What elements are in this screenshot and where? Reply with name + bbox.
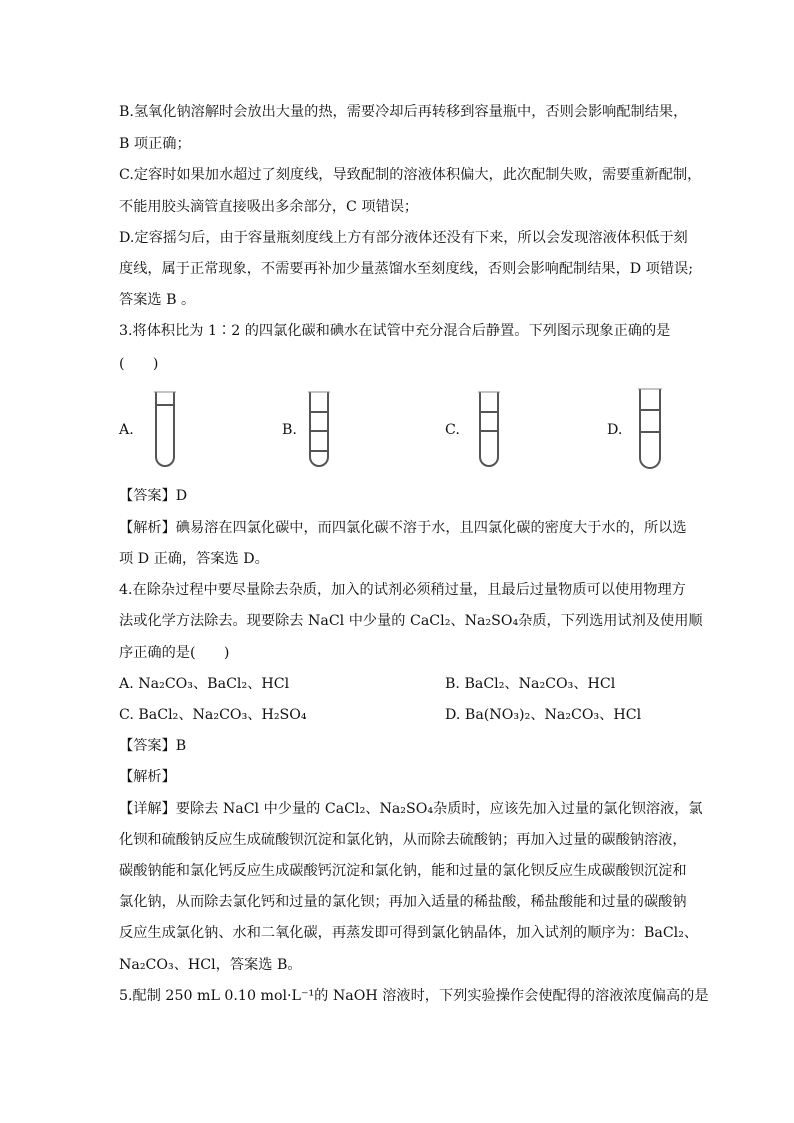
q4-detail-line6: Na₂CO₃、HCl，答案选 B。 (119, 957, 302, 973)
test-tube-d-icon (637, 388, 663, 472)
q4-answer: 【答案】B (119, 738, 187, 754)
q4-stem-line1: 4.在除杂过程中要尽量除去杂质，加入的试剂必须稍过量，且最后过量物质可以使用物理方 (119, 582, 686, 598)
q4-stem-line2: 法或化学方法除去。现要除去 NaCl 中少量的 CaCl₂、Na₂SO₄杂质，下列选用试剂及使用顺 (119, 613, 703, 629)
q4-option-d: D. Ba(NO₃)₂、Na₂CO₃、HCl (445, 707, 642, 723)
q4-detail-line2: 化钡和硫酸钠反应生成硫酸钡沉淀和氯化钠，从而除去硫酸钠；再加入过量的碳酸钠溶液， (119, 832, 687, 848)
q4-detail-line4: 氯化钠，从而除去氯化钙和过量的氯化钡；再加入适量的稀盐酸，稀盐酸能和过量的碳酸钠 (119, 894, 687, 910)
q2-option-d-line2: 度线，属于正常现象，不需要再补加少量蒸馏水至刻度线，否则会影响配制结果，D 项错误; (119, 261, 693, 277)
q3-stem-line1: 3.将体积比为 1∶2 的四氯化碳和碘水在试管中充分混合后静置。下列图示现象正确的是 (119, 323, 671, 339)
test-tube-a-icon (153, 391, 177, 471)
test-tube-b-icon (307, 391, 331, 471)
test-tube-c-icon (477, 391, 501, 471)
q3-option-a-label: A. (119, 422, 134, 438)
q3-stem-line2: ( ) (119, 356, 159, 372)
q4-option-b: B. BaCl₂、Na₂CO₃、HCl (445, 676, 616, 692)
q4-stem-line3: 序正确的是( ) (119, 645, 230, 661)
q2-option-c-line1: C.定容时如果加水超过了刻度线，导致配制的溶液体积偏大，此次配制失败，需要重新配制， (119, 167, 702, 183)
q3-analysis-line1: 【解析】碘易溶在四氯化碳中，而四氯化碳不溶于水，且四氯化碳的密度大于水的，所以选 (119, 520, 687, 536)
q2-option-b-line2: B 项正确； (119, 136, 191, 152)
q4-detail-line5: 反应生成氯化钠、水和二氧化碳，再蒸发即可得到氯化钠晶体，加入试剂的顺序为：BaCl₂、 (119, 925, 699, 941)
q2-option-c-line2: 不能用胶头滴管直接吸出多余部分，C 项错误； (119, 199, 419, 215)
q4-option-c: C. BaCl₂、Na₂CO₃、H₂SO₄ (119, 707, 307, 723)
q2-option-d-line1: D.定容摇匀后，由于容量瓶刻度线上方有部分液体还没有下来，所以会发现溶液体积低于刻 (119, 230, 688, 246)
q3-analysis-line2: 项 D 正确，答案选 D。 (119, 551, 269, 567)
q2-option-b-line1: B.氢氧化钠溶解时会放出大量的热，需要冷却后再转移到容量瓶中，否则会影响配制结果， (119, 104, 688, 120)
q5-stem-line1: 5.配制 250 mL 0.10 mol·L⁻¹的 NaOH 溶液时，下列实验操作会使配得的溶液浓度偏高的是 (119, 988, 709, 1004)
q3-option-b-label: B. (282, 422, 297, 438)
q4-analysis-heading: 【解析】 (119, 769, 176, 785)
q4-detail-line1: 【详解】要除去 NaCl 中少量的 CaCl₂、Na₂SO₄杂质时，应该先加入过量的氯化钡溶液，氯 (119, 801, 703, 817)
q3-option-d-label: D. (607, 422, 623, 438)
q4-detail-line3: 碳酸钠能和氯化钙反应生成碳酸钙沉淀和氯化钠，能和过量的氯化钡反应生成碳酸钡沉淀和 (119, 863, 687, 879)
q4-option-a: A. Na₂CO₃、BaCl₂、HCl (119, 676, 290, 692)
q2-answer-note: 答案选 B 。 (119, 292, 196, 308)
q3-answer: 【答案】D (119, 488, 188, 504)
q3-option-c-label: C. (445, 422, 460, 438)
